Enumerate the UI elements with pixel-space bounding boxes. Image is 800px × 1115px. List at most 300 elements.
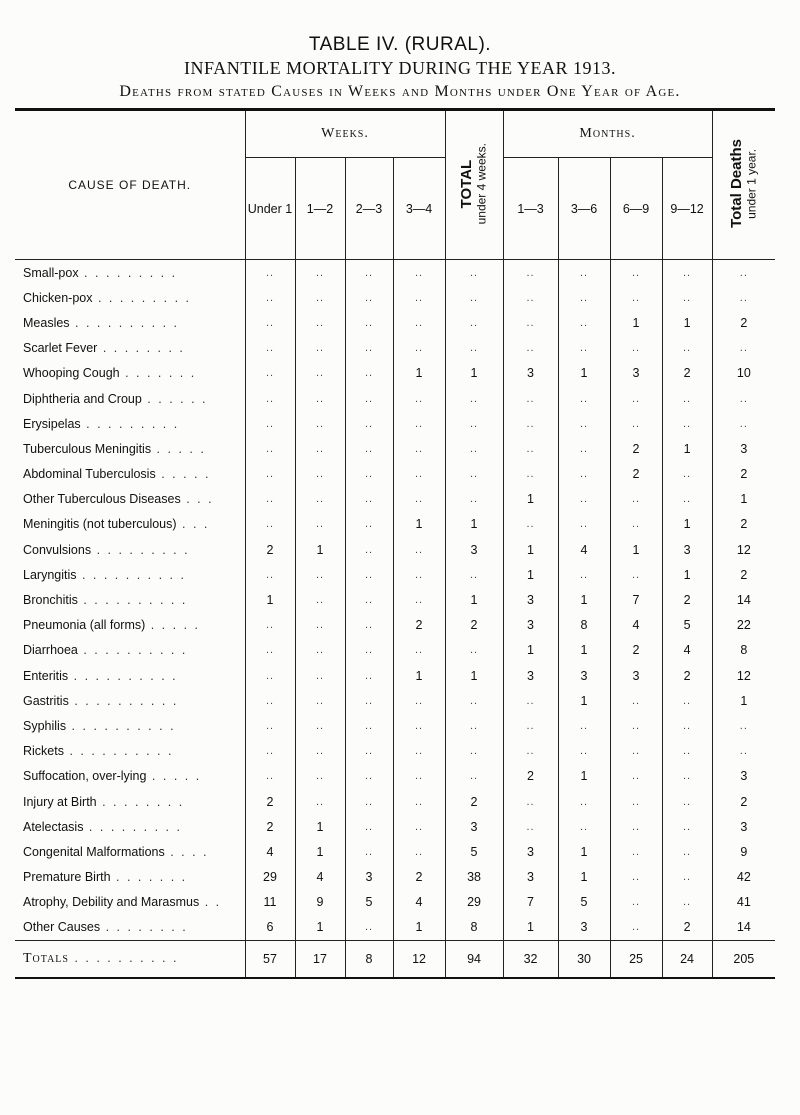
- value-cell: 1: [610, 310, 662, 335]
- value-cell: ..: [445, 462, 503, 487]
- value-cell: ..: [662, 764, 712, 789]
- cause-label: [15, 487, 245, 512]
- value-cell: ..: [558, 487, 610, 512]
- value-cell: ..: [393, 739, 445, 764]
- value-cell: ..: [610, 764, 662, 789]
- value-cell: ..: [662, 688, 712, 713]
- dot-leader: . . . . . . .: [110, 870, 188, 885]
- value-cell: 2: [245, 814, 295, 839]
- value-cell: ..: [295, 336, 345, 361]
- cause-label: [15, 713, 245, 738]
- value-cell: 2: [712, 462, 775, 487]
- value-cell: ..: [345, 487, 393, 512]
- table-row: [15, 260, 775, 286]
- value-cell: ..: [503, 436, 558, 461]
- cause-label: [15, 562, 245, 587]
- value-cell: ..: [662, 386, 712, 411]
- cause-label: [15, 411, 245, 436]
- value-cell: ..: [245, 613, 295, 638]
- value-cell: 1: [712, 688, 775, 713]
- value-cell: 2: [445, 789, 503, 814]
- cause-name: Syphilis: [23, 718, 67, 733]
- table-body: [15, 260, 775, 979]
- value-cell: ..: [558, 310, 610, 335]
- cause-label: [15, 739, 245, 764]
- value-cell: 5: [662, 613, 712, 638]
- value-cell: ..: [345, 562, 393, 587]
- value-cell: 14: [712, 587, 775, 612]
- value-cell: 4: [393, 890, 445, 915]
- value-cell: 5: [345, 890, 393, 915]
- dot-leader: . . .: [176, 517, 210, 532]
- value-cell: 2: [245, 789, 295, 814]
- cause-label: [15, 688, 245, 713]
- value-cell: 1: [662, 562, 712, 587]
- cause-name: Totals: [23, 951, 69, 967]
- value-cell: ..: [662, 865, 712, 890]
- value-cell: ..: [245, 411, 295, 436]
- value-cell: 2: [445, 613, 503, 638]
- value-cell: 57: [245, 941, 295, 979]
- value-cell: 1: [558, 361, 610, 386]
- value-cell: ..: [558, 789, 610, 814]
- value-cell: ..: [445, 638, 503, 663]
- cause-name: Gastritis: [23, 693, 69, 708]
- value-cell: ..: [445, 436, 503, 461]
- table-row: [15, 361, 775, 386]
- value-cell: ..: [245, 436, 295, 461]
- value-cell: ..: [295, 411, 345, 436]
- value-cell: 1: [393, 512, 445, 537]
- value-cell: 1: [558, 764, 610, 789]
- value-cell: 1: [295, 814, 345, 839]
- value-cell: 12: [712, 663, 775, 688]
- table-row: [15, 336, 775, 361]
- value-cell: 22: [712, 613, 775, 638]
- table-row: [15, 915, 775, 941]
- value-cell: ..: [558, 713, 610, 738]
- dot-leader: . . . . .: [145, 618, 200, 633]
- table-row: [15, 663, 775, 688]
- cause-label: [15, 537, 245, 562]
- value-cell: ..: [345, 361, 393, 386]
- value-cell: ..: [345, 310, 393, 335]
- value-cell: 3: [503, 663, 558, 688]
- value-cell: ..: [610, 411, 662, 436]
- value-cell: 2: [712, 789, 775, 814]
- value-cell: ..: [503, 336, 558, 361]
- value-cell: ..: [345, 638, 393, 663]
- value-cell: ..: [345, 537, 393, 562]
- table-row: [15, 688, 775, 713]
- week-column-header: 1—2: [295, 158, 345, 260]
- cause-column-header: CAUSE OF DEATH.: [15, 110, 245, 260]
- value-cell: ..: [345, 764, 393, 789]
- table-row: [15, 436, 775, 461]
- value-cell: ..: [445, 310, 503, 335]
- value-cell: ..: [662, 814, 712, 839]
- value-cell: ..: [295, 361, 345, 386]
- value-cell: 1: [503, 537, 558, 562]
- value-cell: 1: [445, 361, 503, 386]
- value-cell: ..: [345, 336, 393, 361]
- cause-label: [15, 285, 245, 310]
- value-cell: ..: [662, 739, 712, 764]
- value-cell: ..: [558, 562, 610, 587]
- cause-name: Tuberculous Meningitis: [23, 441, 152, 456]
- value-cell: ..: [345, 436, 393, 461]
- value-cell: 7: [503, 890, 558, 915]
- value-cell: ..: [245, 310, 295, 335]
- value-cell: ..: [245, 487, 295, 512]
- value-cell: 1: [503, 915, 558, 941]
- value-cell: ..: [393, 713, 445, 738]
- dot-leader: . . . . .: [151, 441, 206, 456]
- value-cell: ..: [345, 739, 393, 764]
- value-cell: 2: [712, 310, 775, 335]
- value-cell: 94: [445, 941, 503, 979]
- cause-label: [15, 839, 245, 864]
- value-cell: 1: [558, 638, 610, 663]
- value-cell: 2: [662, 915, 712, 941]
- value-cell: 1: [393, 915, 445, 941]
- value-cell: 8: [558, 613, 610, 638]
- value-cell: ..: [393, 310, 445, 335]
- total-header-main: TOTAL: [457, 159, 475, 208]
- table-row: [15, 537, 775, 562]
- value-cell: ..: [245, 764, 295, 789]
- table-row: [15, 411, 775, 436]
- value-cell: 4: [295, 865, 345, 890]
- value-cell: 2: [393, 613, 445, 638]
- value-cell: 1: [712, 487, 775, 512]
- dot-leader: . . . . . . . . . .: [77, 593, 188, 608]
- value-cell: ..: [295, 663, 345, 688]
- value-cell: ..: [503, 462, 558, 487]
- dot-leader: . . . . . . . . . .: [68, 951, 179, 966]
- value-cell: ..: [295, 739, 345, 764]
- value-cell: 1: [558, 839, 610, 864]
- table-row: [15, 764, 775, 789]
- value-cell: ..: [610, 789, 662, 814]
- value-cell: 1: [662, 310, 712, 335]
- deaths-header-main: Total Deaths: [727, 139, 745, 228]
- value-cell: 2: [610, 462, 662, 487]
- value-cell: 3: [503, 613, 558, 638]
- value-cell: 24: [662, 941, 712, 979]
- value-cell: ..: [393, 336, 445, 361]
- value-cell: ..: [295, 587, 345, 612]
- value-cell: ..: [295, 562, 345, 587]
- value-cell: ..: [610, 839, 662, 864]
- value-cell: 2: [662, 663, 712, 688]
- value-cell: ..: [558, 739, 610, 764]
- dot-leader: . . . . . . .: [119, 366, 197, 381]
- value-cell: ..: [610, 890, 662, 915]
- total-under-4-weeks-header: [445, 110, 503, 260]
- value-cell: ..: [662, 260, 712, 286]
- value-cell: ..: [558, 260, 610, 286]
- totals-row: [15, 941, 775, 979]
- dot-leader: . . .: [180, 492, 214, 507]
- dot-leader: . . . . . . . .: [100, 920, 188, 935]
- cause-label: [15, 336, 245, 361]
- value-cell: ..: [610, 739, 662, 764]
- week-column-header: Under 1: [245, 158, 295, 260]
- week-column-header: 2—3: [345, 158, 393, 260]
- dot-leader: . . . . .: [146, 769, 202, 784]
- value-cell: ..: [245, 663, 295, 688]
- dot-leader: . . . . . . . . .: [92, 290, 191, 305]
- dot-leader: . .: [199, 895, 222, 910]
- value-cell: ..: [393, 462, 445, 487]
- value-cell: ..: [345, 512, 393, 537]
- table-subtitle: Deaths from stated Causes in Weeks and Months under One Year of Age.: [119, 83, 681, 100]
- value-cell: ..: [393, 814, 445, 839]
- value-cell: 3: [558, 915, 610, 941]
- cause-label: [15, 764, 245, 789]
- value-cell: ..: [610, 713, 662, 738]
- value-cell: 2: [610, 436, 662, 461]
- total-deaths-header: [712, 110, 775, 260]
- value-cell: ..: [445, 562, 503, 587]
- table-row: [15, 487, 775, 512]
- cause-name: Abdominal Tuberculosis: [23, 467, 156, 482]
- value-cell: ..: [662, 285, 712, 310]
- value-cell: ..: [712, 713, 775, 738]
- cause-name: Diarrhoea: [23, 643, 78, 658]
- total-header-sub: under 4 weeks.: [474, 142, 489, 225]
- cause-label: [15, 814, 245, 839]
- value-cell: ..: [245, 462, 295, 487]
- cause-name: Diphtheria and Croup: [23, 391, 142, 406]
- cause-name: Other Tuberculous Diseases: [23, 492, 181, 507]
- value-cell: ..: [295, 386, 345, 411]
- value-cell: ..: [610, 336, 662, 361]
- value-cell: 1: [662, 436, 712, 461]
- value-cell: ..: [503, 260, 558, 286]
- value-cell: ..: [445, 285, 503, 310]
- value-cell: ..: [503, 814, 558, 839]
- value-cell: ..: [245, 361, 295, 386]
- value-cell: ..: [345, 789, 393, 814]
- value-cell: ..: [662, 462, 712, 487]
- value-cell: 1: [503, 487, 558, 512]
- cause-name: Rickets: [23, 744, 64, 759]
- value-cell: ..: [245, 713, 295, 738]
- value-cell: 1: [558, 865, 610, 890]
- value-cell: ..: [445, 386, 503, 411]
- value-cell: 1: [393, 361, 445, 386]
- value-cell: ..: [295, 764, 345, 789]
- value-cell: ..: [295, 613, 345, 638]
- value-cell: ..: [610, 865, 662, 890]
- dot-leader: . . . . . . . . . .: [68, 693, 179, 708]
- table-row: [15, 587, 775, 612]
- value-cell: 2: [712, 562, 775, 587]
- cause-label: [15, 512, 245, 537]
- value-cell: ..: [503, 789, 558, 814]
- value-cell: ..: [558, 462, 610, 487]
- value-cell: 5: [445, 839, 503, 864]
- value-cell: ..: [345, 814, 393, 839]
- value-cell: ..: [295, 285, 345, 310]
- value-cell: ..: [445, 739, 503, 764]
- value-cell: 2: [610, 638, 662, 663]
- value-cell: 1: [295, 915, 345, 941]
- value-cell: ..: [558, 411, 610, 436]
- cause-name: Pneumonia (all forms): [23, 618, 146, 633]
- value-cell: 41: [712, 890, 775, 915]
- cause-name: Other Causes: [23, 920, 101, 935]
- value-cell: 3: [662, 537, 712, 562]
- value-cell: 3: [503, 361, 558, 386]
- value-cell: ..: [662, 713, 712, 738]
- cause-name: Scarlet Fever: [23, 341, 98, 356]
- cause-label: [15, 789, 245, 814]
- value-cell: ..: [712, 260, 775, 286]
- value-cell: 3: [503, 865, 558, 890]
- value-cell: ..: [503, 411, 558, 436]
- value-cell: 32: [503, 941, 558, 979]
- dot-leader: . . . . . . . . . .: [68, 668, 178, 683]
- table-row: [15, 386, 775, 411]
- dot-leader: . . . . . . . . . .: [69, 315, 180, 330]
- value-cell: ..: [610, 562, 662, 587]
- value-cell: 38: [445, 865, 503, 890]
- value-cell: ..: [445, 487, 503, 512]
- value-cell: 1: [445, 663, 503, 688]
- value-cell: 7: [610, 587, 662, 612]
- value-cell: ..: [393, 436, 445, 461]
- value-cell: ..: [393, 638, 445, 663]
- value-cell: 2: [393, 865, 445, 890]
- value-cell: 6: [245, 915, 295, 941]
- value-cell: ..: [558, 436, 610, 461]
- value-cell: 1: [393, 663, 445, 688]
- value-cell: ..: [345, 915, 393, 941]
- value-cell: 3: [445, 814, 503, 839]
- dot-leader: . . . .: [164, 844, 209, 859]
- value-cell: ..: [345, 713, 393, 738]
- cause-label: [15, 462, 245, 487]
- value-cell: ..: [445, 411, 503, 436]
- value-cell: ..: [393, 789, 445, 814]
- value-cell: ..: [445, 336, 503, 361]
- value-cell: ..: [295, 789, 345, 814]
- table-row: [15, 789, 775, 814]
- dot-leader: . . . . . . . . .: [83, 819, 182, 834]
- value-cell: ..: [445, 764, 503, 789]
- table-main-title: INFANTILE MORTALITY DURING THE YEAR 1913.: [184, 58, 616, 78]
- value-cell: 42: [712, 865, 775, 890]
- mortality-table: [15, 108, 775, 979]
- value-cell: ..: [345, 462, 393, 487]
- value-cell: ..: [245, 336, 295, 361]
- value-cell: 205: [712, 941, 775, 979]
- value-cell: 14: [712, 915, 775, 941]
- cause-name: Laryngitis: [23, 567, 77, 582]
- table-row: [15, 462, 775, 487]
- value-cell: ..: [295, 512, 345, 537]
- cause-name: Measles: [23, 315, 70, 330]
- value-cell: 9: [712, 839, 775, 864]
- value-cell: ..: [245, 386, 295, 411]
- value-cell: ..: [610, 386, 662, 411]
- value-cell: 1: [295, 839, 345, 864]
- value-cell: 5: [558, 890, 610, 915]
- value-cell: ..: [712, 285, 775, 310]
- value-cell: 2: [503, 764, 558, 789]
- cause-label: [15, 663, 245, 688]
- value-cell: 8: [345, 941, 393, 979]
- table-row: [15, 890, 775, 915]
- value-cell: ..: [610, 260, 662, 286]
- totals-label: [15, 941, 245, 979]
- dot-leader: . . . . . . . . . .: [76, 567, 186, 582]
- value-cell: 9: [295, 890, 345, 915]
- cause-label: [15, 613, 245, 638]
- value-cell: ..: [558, 336, 610, 361]
- cause-name: Convulsions: [23, 542, 92, 557]
- value-cell: 3: [712, 814, 775, 839]
- dot-leader: . . . . . .: [141, 391, 208, 406]
- value-cell: ..: [345, 260, 393, 286]
- value-cell: ..: [712, 411, 775, 436]
- value-cell: 1: [503, 562, 558, 587]
- value-cell: ..: [345, 587, 393, 612]
- value-cell: ..: [503, 386, 558, 411]
- value-cell: 11: [245, 890, 295, 915]
- value-cell: ..: [503, 512, 558, 537]
- value-cell: 2: [662, 587, 712, 612]
- cause-name: Erysipelas: [23, 416, 81, 431]
- value-cell: ..: [558, 285, 610, 310]
- value-cell: ..: [712, 739, 775, 764]
- month-column-header: 6—9: [610, 158, 662, 260]
- value-cell: ..: [393, 285, 445, 310]
- value-cell: 30: [558, 941, 610, 979]
- week-column-header: 3—4: [393, 158, 445, 260]
- value-cell: ..: [503, 713, 558, 738]
- dot-leader: . . . . . . . . . .: [66, 718, 176, 733]
- value-cell: ..: [662, 839, 712, 864]
- cause-name: Bronchitis: [23, 593, 78, 608]
- value-cell: ..: [295, 436, 345, 461]
- month-column-header: 1—3: [503, 158, 558, 260]
- value-cell: ..: [345, 839, 393, 864]
- table-row: [15, 562, 775, 587]
- cause-name: Small-pox: [23, 265, 79, 280]
- value-cell: ..: [393, 537, 445, 562]
- value-cell: 3: [558, 663, 610, 688]
- deaths-header-sub: under 1 year.: [744, 148, 759, 219]
- cause-name: Suffocation, over-lying: [23, 769, 147, 784]
- table-row: [15, 638, 775, 663]
- value-cell: ..: [610, 688, 662, 713]
- cause-label: [15, 436, 245, 461]
- value-cell: ..: [345, 411, 393, 436]
- value-cell: ..: [558, 814, 610, 839]
- value-cell: ..: [393, 587, 445, 612]
- value-cell: ..: [393, 386, 445, 411]
- table-row: [15, 613, 775, 638]
- cause-label: [15, 638, 245, 663]
- value-cell: 3: [345, 865, 393, 890]
- table-row: [15, 285, 775, 310]
- cause-name: Congenital Malformations: [23, 844, 165, 859]
- value-cell: ..: [712, 336, 775, 361]
